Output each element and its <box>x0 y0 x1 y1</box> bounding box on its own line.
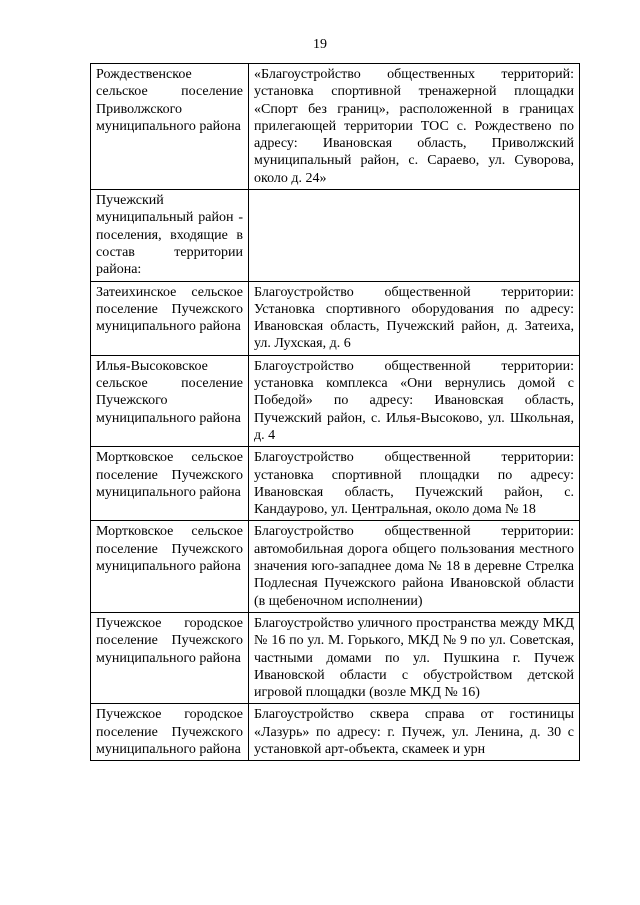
project-cell: Благоустройство общественной территории: автомобильная дорога общего пользования местного значения юго-западнее дома № 18 в деревне Стрелка Подлесная Пучежского района Ивановской области (в щебеночном исполнении) <box>249 521 580 612</box>
settlement-cell: Пучежский муниципальный район - поселения, входящие в состав территории района: <box>91 190 249 281</box>
project-cell: Благоустройство общественной территории: установка комплекса «Они вернулись домой с Победой» по адресу: Ивановская область, Пучежский район, с. Илья-Высоково, ул. Школьная, д. 4 <box>249 355 580 446</box>
table-row <box>91 64 580 190</box>
table-row <box>91 447 580 521</box>
settlements-projects-table <box>90 63 580 761</box>
project-cell <box>249 190 580 281</box>
settlement-cell: Пучежское городское поселение Пучежского муниципального района <box>91 612 249 703</box>
table-row <box>91 704 580 761</box>
table-row <box>91 355 580 446</box>
table-row <box>91 521 580 612</box>
settlement-cell: Мортковское сельское поселение Пучежского муниципального района <box>91 447 249 521</box>
settlement-cell: Рождественское сельское поселение Приволжского муниципального района <box>91 64 249 190</box>
project-cell: Благоустройство общественной территории: Установка спортивного оборудования по адресу: Ивановская область, Пучежский район, д. Затеиха, ул. Лухская, д. 6 <box>249 281 580 355</box>
settlement-cell: Илья-Высоковское сельское поселение Пучежского муниципального района <box>91 355 249 446</box>
settlement-cell: Пучежское городское поселение Пучежского муниципального района <box>91 704 249 761</box>
table-row <box>91 190 580 281</box>
settlement-cell: Затеихинское сельское поселение Пучежского муниципального района <box>91 281 249 355</box>
project-cell: «Благоустройство общественных территорий: установка спортивной тренажерной площадки «Спорт без границ», расположенной в границах прилегающей территории ТОС с. Рождествено по адресу: Ивановская область, Приволжский муниципальный район, с. Сараево, ул. Суворова, около д. 24» <box>249 64 580 190</box>
project-cell: Благоустройство сквера справа от гостиницы «Лазурь» по адресу: г. Пучеж, ул. Ленина, д. 30 с установкой арт-объекта, скамеек и урн <box>249 704 580 761</box>
project-cell: Благоустройство общественной территории: установка спортивной площадки по адресу: Ивановская область, Пучежский район, с. Кандаурово, ул. Центральная, около дома № 18 <box>249 447 580 521</box>
table-row <box>91 281 580 355</box>
project-cell: Благоустройство уличного пространства между МКД № 16 по ул. М. Горького, МКД № 9 по ул. Советская, частными домами по ул. Пушкина г. Пучеж Ивановской области с обустройством детской игровой площадки (возле МКД № 16) <box>249 612 580 703</box>
settlement-cell: Мортковское сельское поселение Пучежского муниципального района <box>91 521 249 612</box>
page-number: 19 <box>313 37 327 52</box>
table-row <box>91 612 580 703</box>
